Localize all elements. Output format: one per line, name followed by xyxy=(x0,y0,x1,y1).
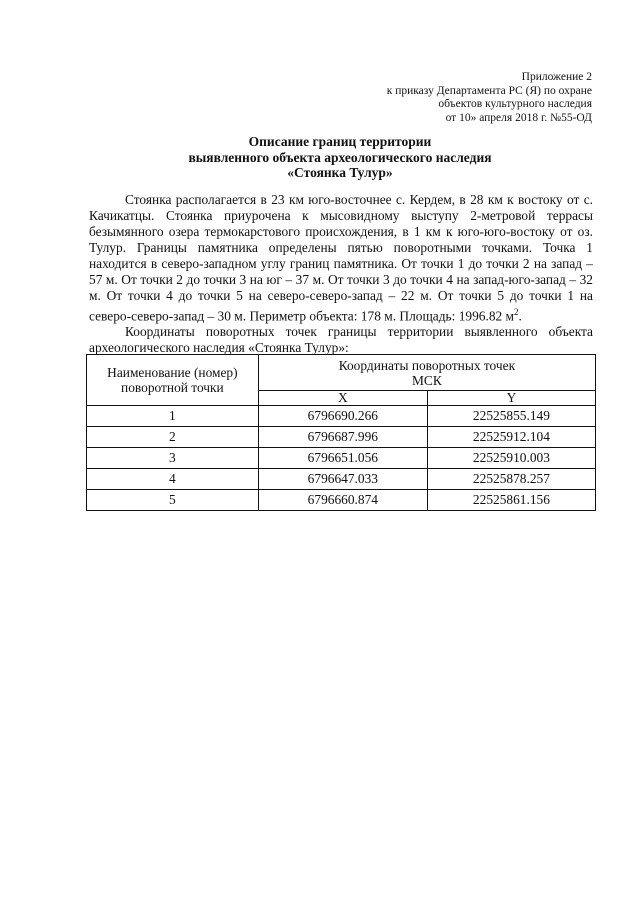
y-coordinate-cell: 22525878.257 xyxy=(427,469,595,490)
point-number-cell: 5 xyxy=(87,490,259,511)
point-number-cell: 3 xyxy=(87,448,259,469)
x-coordinate-cell: 6796660.874 xyxy=(258,490,427,511)
x-column-header: X xyxy=(258,391,427,406)
appendix-order-ref: к приказу Департамента РС (Я) по охране xyxy=(386,84,592,97)
x-coordinate-cell: 6796647.033 xyxy=(258,469,427,490)
title-line-3: «Стоянка Тулур» xyxy=(287,165,393,180)
table-row xyxy=(87,406,596,427)
description-text: Стоянка располагается в 23 км юго-восточнее с. Кердем, в 28 км к востоку от с. Качикатцы. Стоянка приурочена к мысовидному выступу 2-метровой террасы безымянного озера термокарстового происхождения, в 1 км к юго-юго-востоку от оз. Тулур. Границы памятника определены пятью поворотными точками. Точка 1 находится в северо-западном углу границ памятника. От точки 1 до точки 2 на запад – 57 м. От точки 2 до точки 3 на юг – 37 м. От точки 3 до точки 4 на запад-юго-запад – 32 м. От точки 4 до точки 5 на северо-северо-запад – 22 м. От точки 5 до точки 1 на северо-северо-запад – 30 м. Периметр объекта: 178 м. Площадь: 1996.82 м xyxy=(89,192,593,324)
table-row xyxy=(87,490,596,511)
coordinates-header xyxy=(258,355,595,391)
table-header-row xyxy=(87,355,596,391)
description-period: . xyxy=(518,308,522,324)
x-coordinate-cell: 6796690.266 xyxy=(258,406,427,427)
x-coordinate-cell: 6796651.056 xyxy=(258,448,427,469)
description-paragraph xyxy=(89,192,593,324)
point-number-cell: 2 xyxy=(87,427,259,448)
title-line-1: Описание границ территории xyxy=(248,134,432,149)
appendix-header xyxy=(262,71,592,125)
table-row xyxy=(87,469,596,490)
y-coordinate-cell: 22525855.149 xyxy=(427,406,595,427)
y-column-header: Y xyxy=(427,391,595,406)
document-body xyxy=(89,192,593,356)
y-coordinate-cell: 22525912.104 xyxy=(427,427,595,448)
point-name-header xyxy=(87,355,259,406)
coordinates-header-line-2: МСК xyxy=(412,372,442,388)
title-line-2: выявленного объекта археологического наследия xyxy=(188,149,492,165)
appendix-order-date: от 10» апреля 2018 г. №55-ОД xyxy=(445,111,592,124)
document-title xyxy=(90,134,590,181)
table-row xyxy=(87,448,596,469)
appendix-order-ref-cont: объектов культурного наследия xyxy=(438,98,592,110)
y-coordinate-cell: 22525861.156 xyxy=(427,490,595,511)
point-number-cell: 1 xyxy=(87,406,259,427)
appendix-number: Приложение 2 xyxy=(521,71,592,83)
coordinates-header-line-1: Координаты поворотных точек xyxy=(338,357,516,373)
y-coordinate-cell: 22525910.003 xyxy=(427,448,595,469)
coordinates-intro-paragraph: Координаты поворотных точек границы территории выявленного объекта археологического наследия «Стоянка Тулур»: xyxy=(89,324,593,356)
area-unit-superscript: 2 xyxy=(514,307,519,317)
point-number-cell: 4 xyxy=(87,469,259,490)
x-coordinate-cell: 6796687.996 xyxy=(258,427,427,448)
point-name-header-text: Наименование (номер) поворотной точки xyxy=(107,365,238,395)
coordinates-table xyxy=(86,354,596,511)
table-row xyxy=(87,427,596,448)
